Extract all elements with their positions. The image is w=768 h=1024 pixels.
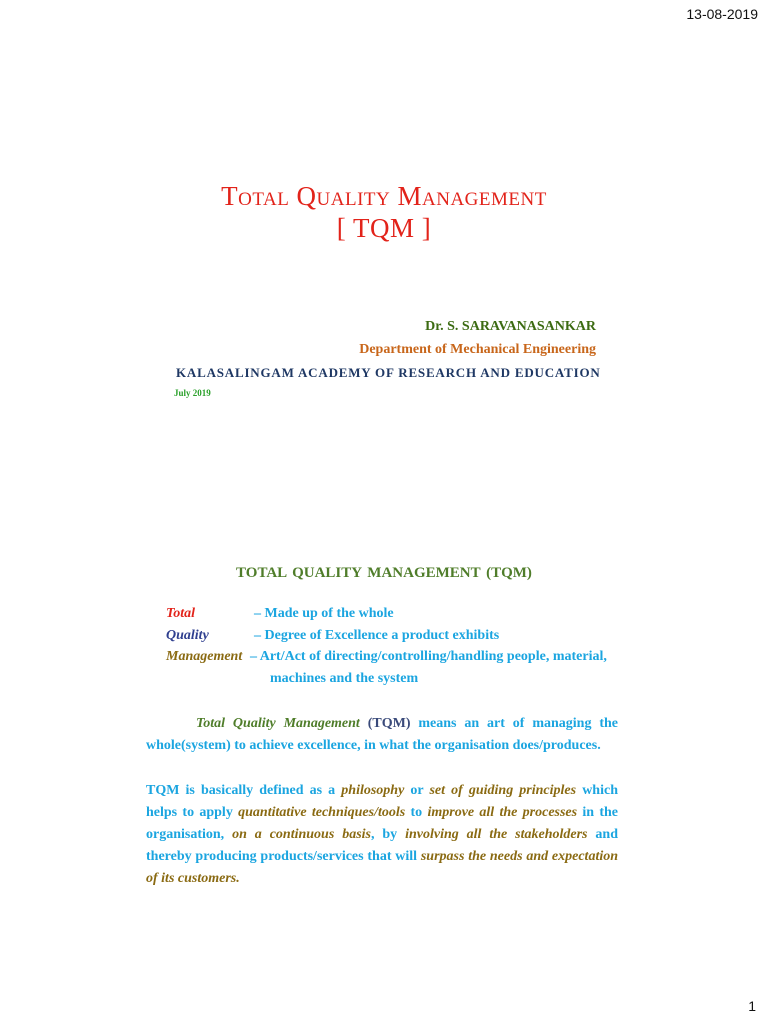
emphasis-segment: involving all the stakeholders — [405, 827, 588, 842]
emphasis-segment: set of guiding principles — [429, 783, 577, 798]
definition-term: Quality — [166, 627, 209, 643]
paragraph-definition — [146, 713, 618, 757]
definition-row-management — [166, 646, 626, 668]
department-name: Department of Mechanical Engineering — [359, 342, 596, 357]
text-segment: in the organisation, — [146, 805, 619, 842]
text-segment: or — [404, 783, 430, 798]
definition-desc: – Degree of Excellence a product exhibits — [254, 627, 500, 643]
definition-term: Total — [166, 606, 196, 621]
emphasis-segment: on a continuous basis — [232, 827, 371, 842]
paragraph-term: Total Quality Management — [196, 716, 360, 731]
title-line-2: [ TQM ] — [336, 213, 432, 243]
author-block — [359, 318, 596, 359]
text-segment: to — [405, 805, 428, 820]
header-date: 13-08-2019 — [686, 6, 758, 22]
definition-term: Management — [166, 649, 243, 664]
text-segment: , by — [370, 827, 406, 842]
definition-continuation: machines and the system — [270, 670, 419, 686]
text-segment: TQM is basically defined as a — [146, 783, 342, 798]
definition-desc: – Art/Act of directing/controlling/handling people, material, — [250, 649, 607, 664]
page-number: 1 — [748, 998, 756, 1014]
title-line-1: Total Quality Management — [221, 181, 547, 211]
emphasis-segment: quantitative techniques/tools — [238, 805, 406, 820]
text-segment: and thereby producing products/services that will — [146, 827, 618, 864]
university-name: KALASALINGAM ACADEMY OF RESEARCH AND EDUCATION — [176, 365, 601, 380]
author-name: Dr. S. SARAVANASANKAR — [425, 319, 596, 334]
paragraph-abbr: (TQM) — [367, 716, 411, 731]
emphasis-segment: surpass the needs and expectation of its customers. — [146, 849, 619, 886]
emphasis-segment: improve all the processes — [427, 805, 578, 820]
definition-desc: – Made up of the whole — [254, 606, 394, 621]
text-segment: which helps to apply — [146, 783, 618, 820]
page-title — [0, 180, 768, 244]
paragraph-philosophy — [146, 780, 618, 890]
definition-list — [166, 603, 626, 689]
definition-row-quality — [166, 625, 626, 647]
paragraph-text: means an art of managing the whole(system) to achieve excellence, in what the organisation does/produces. — [146, 716, 619, 753]
emphasis-segment: philosophy — [341, 783, 405, 798]
section-heading: TOTAL QUALITY MANAGEMENT (TQM) — [236, 565, 532, 581]
presentation-date: July 2019 — [174, 388, 211, 398]
definition-row-total — [166, 603, 626, 625]
